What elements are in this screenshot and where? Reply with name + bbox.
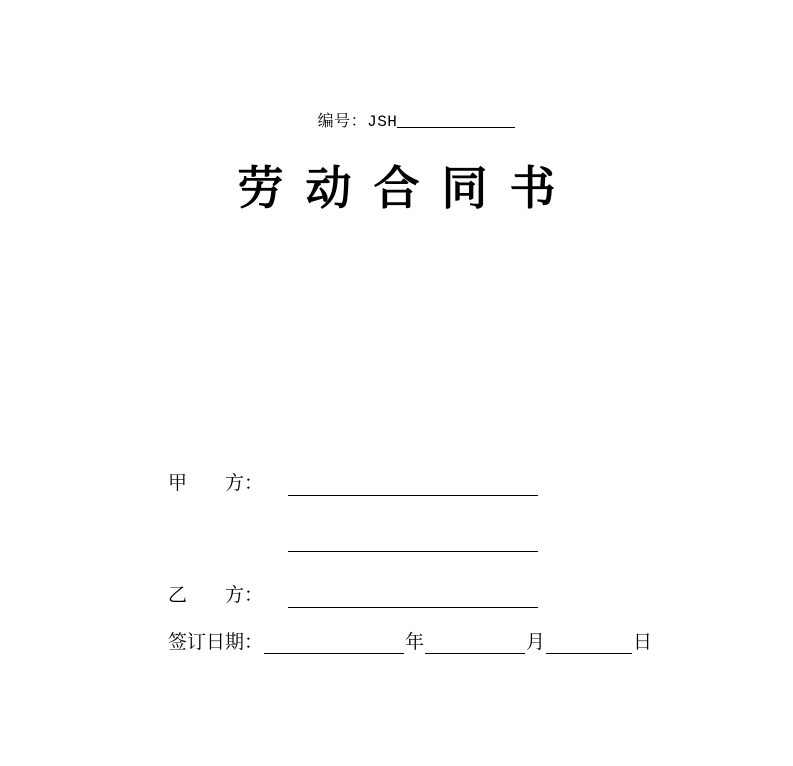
party-b-label: [168, 582, 288, 608]
parties-block: [168, 462, 708, 630]
serial-number-prefix: JSH: [367, 113, 398, 131]
serial-number-group: [318, 108, 516, 131]
serial-number-label: 编号：: [317, 111, 368, 130]
party-a-label: [168, 470, 288, 496]
party-a-input[interactable]: [288, 473, 538, 496]
party-a-second-line-input[interactable]: [288, 529, 538, 552]
party-a-char: 甲: [168, 472, 188, 494]
page-title: 劳动合同书: [237, 161, 578, 215]
signing-date-label: 签订日期：: [168, 631, 264, 653]
party-b-input[interactable]: [288, 585, 538, 608]
signing-year-unit: 年: [405, 631, 425, 653]
serial-number-input[interactable]: [397, 112, 515, 128]
signing-month-input[interactable]: [425, 632, 525, 654]
party-b-char: 乙: [168, 584, 188, 606]
signing-month-unit: 月: [526, 631, 546, 653]
signing-day-unit: 日: [633, 631, 653, 653]
party-row-second: [168, 574, 708, 608]
party-row-continuation: [168, 518, 708, 552]
signing-year-input[interactable]: [264, 632, 404, 654]
signing-day-input[interactable]: [546, 632, 632, 654]
signing-date-row: [168, 630, 728, 654]
serial-number-row: [0, 108, 793, 131]
party-row-first: [168, 462, 708, 496]
party-a-suffix: 方：: [225, 472, 264, 494]
party-b-suffix: 方：: [225, 584, 264, 606]
